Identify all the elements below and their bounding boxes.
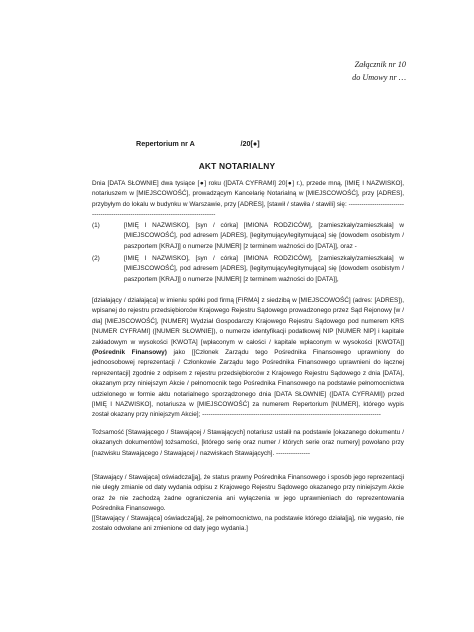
- financial-intermediary-term: (Pośrednik Finansowy): [92, 349, 167, 357]
- person-details: [IMIĘ I NAZWISKO], [syn / córka] [IMIONA RODZICÓW], [zamieszkały/zamieszkała] w [MIEJSCOWOŚĆ], pod adresem [ADRES], [legitymujący/legitymująca] się [dowodem osobistym / paszportem [KRAJ]] o numerze [NUMER] [z terminem ważności do [DATA]], oraz -: [124, 222, 404, 250]
- person-item-1: [92, 221, 404, 252]
- person-item-2: [92, 254, 404, 285]
- power-of-attorney-paragraph: [[Stawający / Stawająca] oświadcza[ją], że pełnomocnictwo, na podstawie którego działa[ją], nie wygasło, nie zostało odwołane ani zmienione od daty jego wydania.]: [92, 515, 404, 533]
- representation-text-a: [działający / działająca] w imieniu spółki pod firmą [FIRMA] z siedzibą w [MIEJSCOWOŚĆ] (adres: [ADRES]), wpisanej do rejestru przedsiębiorców Krajowego Rejestru Sądowego prowadzonego przez Sąd Rejonowy [w / dla] [MIEJSCOWOŚĆ], [NUMER] Wydział Gospodarczy Krajowego Rejestru Sądowego pod numerem KRS [NUMER CYFRAMI] ([NUMER SŁOWNIE]), o numerze identyfikacji podatkowej NIP [NUMER NIP] i kapitale zakładowym w wysokości [KWOTA] [wpłaconym w całości / kapitale wpłaconym w wysokości [KWOTA]]: [92, 297, 404, 346]
- intro-paragraph: Dnia [DATA SŁOWNIE] dwa tysiące [●] roku ([DATA CYFRAMI] 20[●] r.), przede mną, [IMIĘ I NAZWISKO], notariuszem w [MIEJSCOWOŚĆ], prowadzącym Kancelarię Notarialną w [MIEJSCOWOŚĆ], przy [ADRES], przybyłym do lokalu w budynku w Warszawie, przy [ADRES], [stawił / stawiła / stawili] się: ------------------------------------------------------------------------------------: [92, 180, 404, 219]
- representation-text-b: jako [[Członek Zarządu tego Pośrednika Finansowego uprawniony do jednoosobowej reprezentacji / Członkowie Zarządu tego Pośrednika Finansowego uprawnieni do łącznej reprezentacji] zgodnie z odpisem z rejestru przedsiębiorców z Krajowego Rejestru Sądowego z dnia [DATA], okazanym przy niniejszym Akcie / pełnomocnik tego Pośrednika Finansowego na podstawie pełnomocnictwa udzielonego w formie aktu notarialnego sporządzonego dnia [DATA SŁOWNIE] ([DATA CYFRAMI]) przed [IMIĘ I NAZWISKO], notariusza w [MIEJSCOWOŚĆ] za numerem Repertorium [NUMER], którego wypis został okazany przy niniejszym Akcie]; ------------------------------------------------------------------------------------: [92, 349, 404, 419]
- person-number: (1): [92, 222, 100, 229]
- status-declaration-paragraph: [Stawający / Stawająca] oświadcza[ją], że status prawny Pośrednika Finansowego i sposób jego reprezentacji nie uległy zmianie od daty wydania odpisu z Krajowego Rejestru Sądowego okazanego przy niniejszym Akcie oraz że nie zachodzą żadne ograniczenia ani wyłączenia w jego uprawnieniach do reprezentowania Pośrednika Finansowego.: [92, 474, 404, 513]
- annex-agreement: do Umowy nr …: [352, 73, 406, 82]
- person-details: [IMIĘ I NAZWISKO], [syn / córka] [IMIONA RODZICÓW], [zamieszkały/zamieszkała] w [MIEJSCOWOŚĆ], pod adresem [ADRES], [legitymujący/legitymująca] się [dowodem osobistym / paszportem [KRAJ]] o numerze [NUMER] [z terminem ważności do [DATA]],: [124, 255, 404, 283]
- document-title: AKT NOTARIALNY: [198, 161, 276, 171]
- person-number: (2): [92, 255, 100, 262]
- annex-label: [352, 58, 406, 84]
- repertorium-number: Repertorium nr A /20[●]: [136, 139, 260, 148]
- representation-paragraph: [92, 296, 404, 421]
- annex-number: Załącznik nr 10: [354, 60, 406, 69]
- identity-paragraph: Tożsamość [Stawającego / Stawającej / Stawających] notariusz ustalił na podstawie [okazanego dokumentu / okazanych dokumentów] tożsamości, [którego serię oraz numer / których serie oraz numery] powołano przy [nazwisku Stawającego / Stawającej / nazwiskach Stawających]. ----------------: [92, 429, 404, 457]
